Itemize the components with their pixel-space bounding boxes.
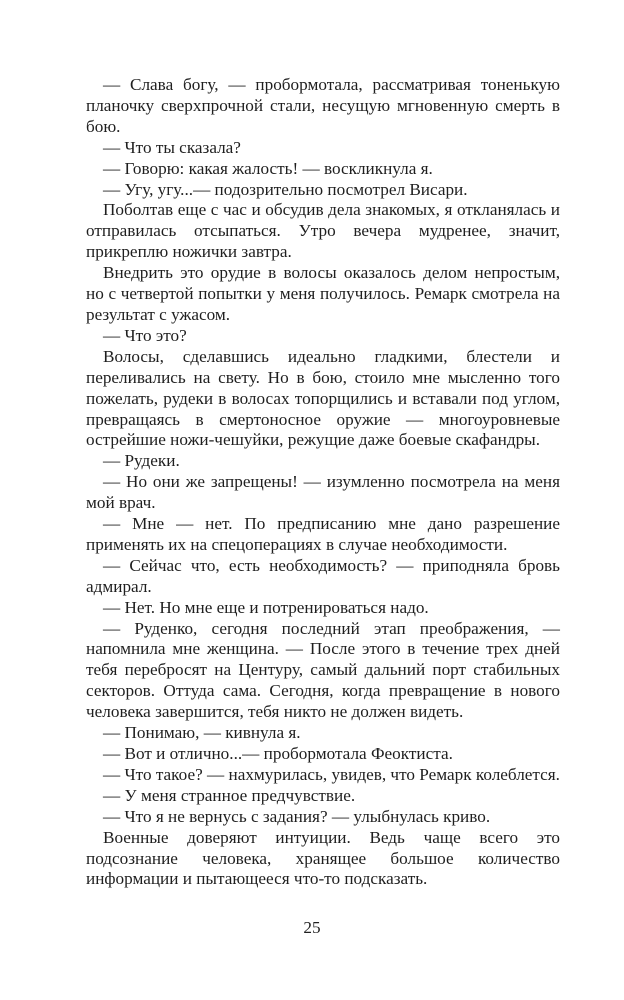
page-number: 25: [303, 918, 321, 937]
paragraph: — У меня странное предчувствие.: [103, 785, 356, 805]
paragraph: — Понимаю, — кивнула я.: [103, 723, 301, 743]
paragraph: — Угу, угу...— подозрительно посмотрел Висари.: [103, 179, 468, 199]
paragraph: Волосы, сделавшись идеально гладкими, блестели и переливались на свету. Но в бою, стоило мне мысленно того пожелать, рудеки в волосах топорщились и вставали под углом, превращаясь в смертоносное оружие — многоуровневые острейшие ножи-чешуйки, режущие даже боевые скафандры.: [86, 346, 560, 450]
paragraph: — Что я не вернусь с задания? — улыбнулась криво.: [103, 806, 491, 826]
paragraph: Внедрить это орудие в волосы оказалось делом непростым, но с четвертой попытки у меня получилось. Ремарк смотрела на результат с ужасом.: [86, 263, 560, 324]
paragraph: — Нет. Но мне еще и потренироваться надо.: [103, 597, 429, 617]
paragraph: — Что это?: [103, 325, 187, 345]
paragraph: — Что такое? — нахмурилась, увидев, что Ремарк колеблется.: [103, 764, 560, 784]
paragraph: — Говорю: какая жалость! — воскликнула я.: [103, 158, 433, 178]
paragraph: — Руденко, сегодня последний этап преображения, — напомнила мне женщина. — После этого в течение трех дней тебя перебросят на Центуру, самый дальний порт стабильных секторов. Оттуда сама. Сегодня, когда превращение в нового человека завершится, тебя никто не должен видеть.: [86, 618, 560, 722]
paragraph: — Вот и отлично...— пробормотала Феоктиста.: [103, 744, 453, 763]
paragraph: — Сейчас что, есть необходимость? — приподняла бровь адмирал.: [86, 555, 560, 596]
paragraph: — Мне — нет. По предписанию мне дано разрешение применять их на спецоперациях в случае необходимости.: [86, 514, 560, 554]
paragraph: Поболтав еще с час и обсудив дела знакомых, я откланялась и отправилась отсыпаться. Утро вечера мудренее, значит, прикреплю ножички завтра.: [86, 200, 560, 262]
paragraph: Военные доверяют интуиции. Ведь чаще всего это подсознание человека, хранящее большое количество информации и пытающееся что-то подсказать.: [86, 827, 560, 889]
paragraph: — Но они же запрещены! — изумленно посмотрела на меня мой врач.: [86, 472, 560, 513]
page-body: [86, 75, 560, 890]
paragraph: — Что ты сказала?: [103, 137, 241, 157]
paragraph: — Рудеки.: [103, 451, 180, 471]
paragraph: — Слава богу, — пробормотала, рассматривая тоненькую планочку сверхпрочной стали, несущую мгновенную смерть в бою.: [86, 75, 560, 136]
